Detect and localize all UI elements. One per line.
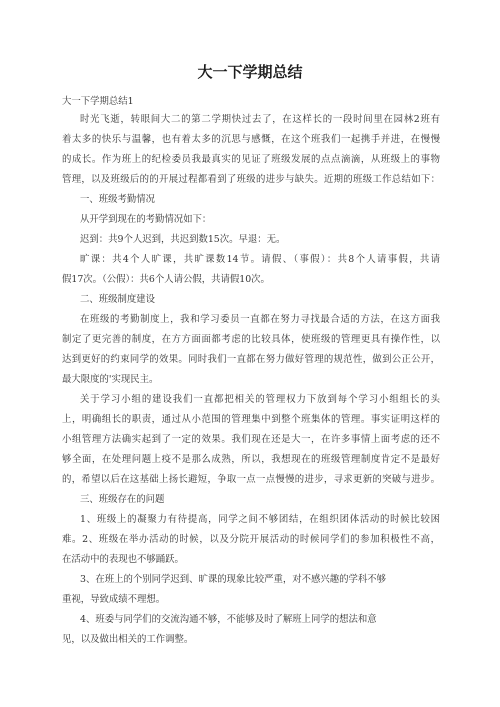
section-subtitle: 大一下学期总结1 bbox=[62, 96, 134, 107]
paragraph-line: 管理，以及班级后的的开展过程都看到了班级的进步与缺失。近期的班级工作总结如下： bbox=[62, 174, 440, 185]
paragraph-line: 着太多的快乐与温馨，也有着太多的沉思与感慨，在这个班我们一起携手并进，在慢慢 bbox=[62, 134, 440, 145]
paragraph-line: 3、在班上的个别同学迟到、旷课的现象比较严重，对不感兴趣的学科不够 bbox=[80, 574, 386, 585]
paragraph-line: 从开学到现在的考勤情况如下： bbox=[80, 214, 212, 225]
paragraph-line: 在活动中的表现也不够踊跃。 bbox=[62, 554, 184, 565]
paragraph-line: 难。2、班级在举办活动的时候，以及分院开展活动的时候同学们的参加积极性不高， bbox=[62, 534, 440, 545]
section-heading: 一、班级考勤情况 bbox=[80, 194, 156, 205]
paragraph-line: 制定了更完善的制度，在方方面面都考虑的比较具体，使班级的管理更具有操作性，以 bbox=[62, 334, 440, 345]
paragraph-line: 时光飞逝，转眼间大二的第二学期快过去了，在这样长的一段时间里在园林2班有 bbox=[80, 114, 440, 125]
document-title: 大一下学期总结 bbox=[197, 63, 303, 81]
paragraph-line: 够全面，在处理问题上疫不是那么成熟，所以，我想现在的班级管理制度肯定不是最好 bbox=[62, 454, 440, 465]
section-heading: 二、班级制度建设 bbox=[80, 294, 156, 305]
paragraph-line: 关于学习小组的建设我们一直都把相关的管理权力下放到每个学习小组组长的头 bbox=[80, 394, 440, 405]
paragraph-line: 见，以及做出相关的工作调整。 bbox=[62, 634, 194, 645]
section-heading: 三、班级存在的问题 bbox=[80, 494, 165, 505]
paragraph-line: 在班级的考勤制度上，我和学习委员一直都在努力寻找最合适的方法，在这方面我 bbox=[80, 314, 440, 325]
paragraph-line: 迟到：共9个人迟到，共迟到数15次。早退：无。 bbox=[80, 234, 286, 245]
paragraph-line: 小组管理方法确实起到了一定的效果。我们现在还是大一，在许多事情上面考虑的还不 bbox=[62, 434, 440, 445]
paragraph-line: 1、班级上的凝聚力有待提高，同学之间不够团结，在组织团体活动的时候比较困 bbox=[80, 514, 440, 525]
paragraph-line: 最大限度的'实现民主。 bbox=[62, 374, 159, 385]
paragraph-line: 重视，导致成绩不理想。 bbox=[62, 594, 166, 605]
paragraph-line: 的，希望以后在这基础上扬长避短，争取一点一点慢慢的进步，寻求更新的突破与进步。 bbox=[62, 474, 440, 485]
paragraph-line: 旷课：共4个人旷课，共旷课数14节。请假、（事假）：共8个人请事假，共请 bbox=[80, 254, 440, 265]
paragraph-line: 假17次。（公假）：共6个人请公假，共请假10次。 bbox=[62, 274, 270, 285]
paragraph-line: 达到更好的约束同学的效果。同时我们一直都在努力做好管理的规范性，做到公正公开， bbox=[62, 354, 440, 365]
paragraph-line: 4、班委与同学们的交流沟通不够，不能够及时了解班上同学的想法和意 bbox=[80, 614, 377, 625]
paragraph-line: 的成长。作为班上的纪检委员我最真实的见证了班级发展的点点滴滴，从班级上的事物 bbox=[62, 154, 440, 165]
paragraph-line: 上，明确组长的职责，通过从小范围的管理集中到整个班集体的管理。事实证明这样的 bbox=[62, 414, 440, 425]
